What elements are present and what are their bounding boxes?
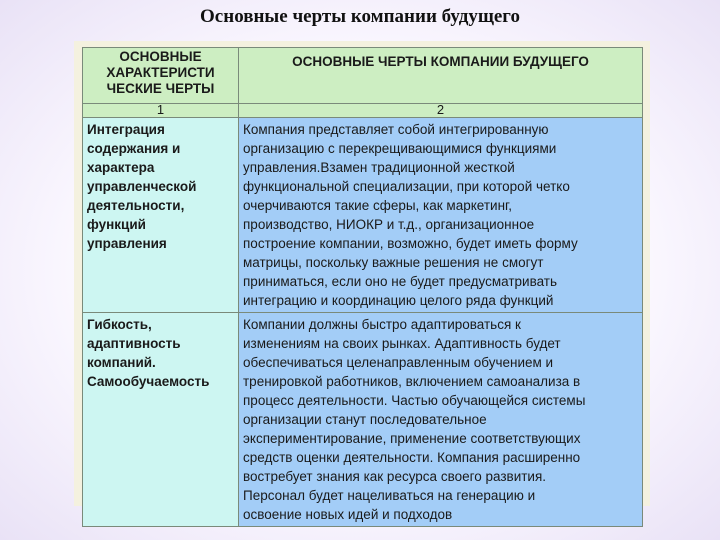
- characteristic-text: Интеграция содержания и характера управленческой деятельности, функций управления: [87, 122, 197, 251]
- number-row: [83, 104, 643, 118]
- description-cell: Компании должны быстро адаптироваться к изменениям на своих рынках. Адаптивность будет обеспечиваться целенаправленным обучением и тренировкой работников, включением самоанализа в процесс деятельности. Частью обучающейся системы организации станут последовательное экспериментирование, применение соответствующих средств оценки деятельности. Компания расширенно востребует знания как ресурса своего развития. Персонал будет нацеливаться на генерацию и освоение новых идей и подходов: [239, 313, 643, 527]
- characteristic-cell: [83, 118, 239, 313]
- description-cell: Компания представляет собой интегрированную организацию с перекрещивающимися функциями управления.Взамен традиционной жесткой функциональной специализации, при которой четко очерчиваются такие сферы, как маркетинг, производство, НИОКР и т.д., организационное построение компании, возможно, будет иметь форму матрицы, поскольку важные решения не смогут приниматься, если оно не будет предусматривать интеграцию и координацию целого ряда функций: [239, 118, 643, 313]
- column-number-1: 1: [83, 104, 239, 118]
- characteristic-cell: [83, 313, 239, 527]
- header-row: [83, 48, 643, 104]
- table-frame: [74, 41, 650, 522]
- page-title: Основные черты компании будущего: [200, 6, 520, 27]
- table-row: [83, 313, 643, 527]
- header-characteristics: ОСНОВНЫЕ ХАРАКТЕРИСТИ ЧЕСКИЕ ЧЕРТЫ: [83, 48, 239, 104]
- table-row: [83, 118, 643, 313]
- header-features: ОСНОВНЫЕ ЧЕРТЫ КОМПАНИИ БУДУЩЕГО: [239, 48, 643, 104]
- column-number-2: 2: [239, 104, 643, 118]
- features-table: [82, 47, 643, 527]
- characteristic-text: Гибкость, адаптивность компаний. Самообучаемость: [87, 317, 210, 389]
